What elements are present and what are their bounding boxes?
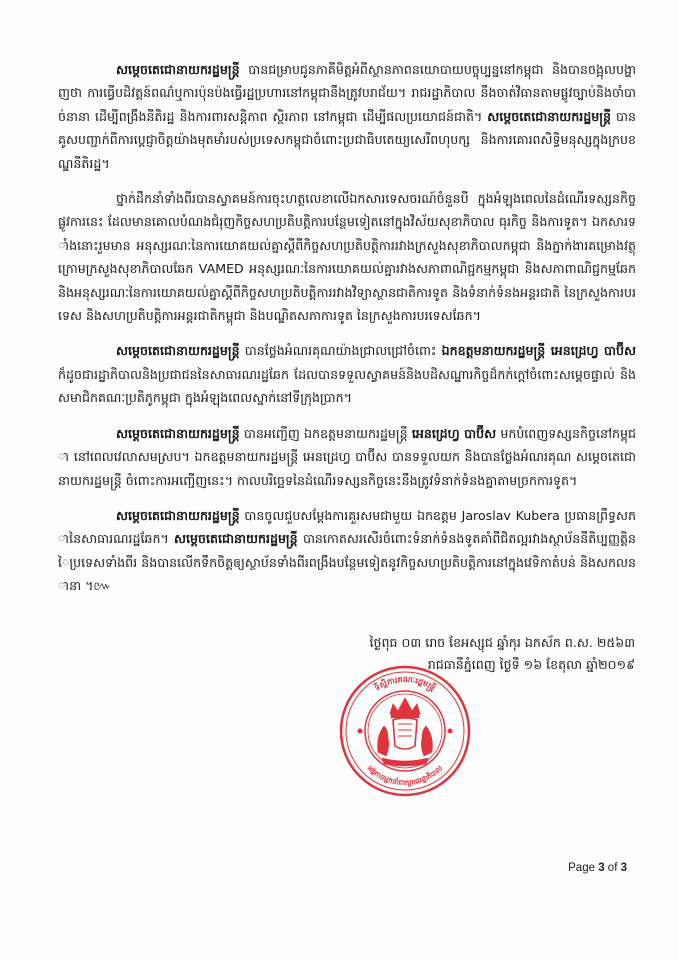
document-body (58, 58, 636, 610)
current-page-number: 3 (598, 862, 605, 874)
lunar-date: ថ្ងៃពុធ ០៣ រោច ខែអស្សុជ ឆ្នាំកុរ ឯកស័ក ព.ស. ២៥៦៣ (369, 635, 635, 650)
paragraph-text: បានគូសបញ្ជាក់ពីការប្ដេជ្ញាចិត្តយ៉ាងមុតមាំរបស់ប្រទេសកម្ពុជាចំពោះប្រជាធិបតេយ្យសេរីពហុបក្ស និងការគោរពសិទ្ធិមនុស្សក្នុងក្របខណ្ឌនីតិរដ្ឋ។ (58, 108, 636, 171)
paragraph-text: ថ្នាក់ដឹកនាំទាំងពីរបានស្វាគមន៍ការចុះហត្ថលេខាលើឯកសារទេសចរណ៍ចំនួនបី ក្នុងអំឡុងពេលនៃដំណើរទស្សនកិច្ចផ្លូវការនេះ ដែលមានគោលបំណងជំរុញកិច្ចសហប្រតិបត្តិការបន្ថែមទៀតនៅក្នុងវិស័យសុខាភិបាល ធុរកិច្ច និងការទូត។ ឯកសារទាំងនោះរួមមាន អនុស្សរណៈនៃការយោគយល់គ្នាស្ដីពីកិច្ចសហប្រតិបត្តិការរវាងក្រសួងសុខាភិបាលកម្ពុជា និងភ្នាក់ងារគម្រោងវត្ថុក្រោមក្រសួងសុខាភិបាលឆែក VAMED អនុស្សរណៈនៃការយោគយល់គ្នារវាងសភាពាណិជ្ជកម្មកម្ពុជា និងសភាពាណិជ្ជកម្មឆែក និងអនុស្សរណៈនៃការយោគយល់គ្នាស្ដីពីកិច្ចសហប្រតិបត្តិការរវាងវិទ្យាស្ថានជាតិការទូត និងទំនាក់ទំនងអន្តរជាតិ នៃក្រសួងការបរទេស និងសហប្រតិបត្តិការអន្តរជាតិកម្ពុជា និងបណ្ឌិតសភាការទូត នៃក្រសួងការបរទេសឆែក។ (58, 191, 636, 324)
bold-text: សម្ដេចតេជោនាយករដ្ឋមន្ត្រី (174, 531, 298, 547)
paragraph-4 (58, 422, 636, 492)
paragraph-text: បានចូលជួបសម្ដែងការគួរសមជាមួយ ឯកឧត្តម Jaroslav Kubera ប្រធានព្រឹទ្ធសភានៃសាធារណរដ្ឋឆែក។ (58, 507, 636, 547)
paragraph-text: ក៏ដូចជារដ្ឋាភិបាលនិងប្រជាជននៃសាធារណរដ្ឋឆែក ដែលបានទទួលស្វាគមន៍និងបដិសណ្ឋារកិច្ចដ៏កក់ក្ដៅចំពោះសម្ដេចផ្ទាល់ និងសមាជិកគណៈប្រតិភូកម្ពុជា ក្នុងអំឡុងពេលស្នាក់នៅទីក្រុងប្រាក។ (58, 366, 636, 406)
page-footer (568, 862, 627, 874)
bold-text: សម្ដេចតេជោនាយករដ្ឋមន្ត្រី (116, 343, 240, 359)
paragraph-1 (58, 58, 636, 175)
seal-top-text: ទីស្ដីការគណៈរដ្ឋមន្ត្រី (372, 674, 437, 693)
footer-prefix: Page (568, 862, 599, 874)
paragraph-text: បានកោតសរសើរចំពោះទំនាក់ទំនងទូតគាំពីជិតល្អរវាងស្ថាប័ននីតិប្បញ្ញត្តិនៃប្រទេសទាំងពីរ និងបានលើកទឹកចិត្តឲ្យស្ថាប័នទាំងពីរពង្រឹងបន្ថែមទៀតនូវកិច្ចសហប្រតិបត្តិការនៅក្នុងវេទិកាតំបន់ និងសកលនានា ។៚ (58, 531, 636, 594)
seal-bottom-text: អង្គភាពអ្នកនាំពាក្យរាជរដ្ឋាភិបាល (365, 764, 445, 788)
bold-text: សម្ដេចតេជោនាយករដ្ឋមន្ត្រី (116, 507, 240, 523)
bold-text: សម្ដេចតេជោនាយករដ្ឋមន្ត្រី (116, 62, 240, 77)
paragraph-text: បានថ្លែងអំណរគុណយ៉ាងជ្រាលជ្រៅចំពោះ (239, 343, 442, 359)
bold-text: អេនដ្រេហ្វ បាប៊ីស (411, 425, 497, 441)
paragraph-5 (58, 504, 636, 598)
footer-middle: of (604, 862, 621, 874)
bold-text: ឯកឧត្តមនាយករដ្ឋមន្ត្រី អេនដ្រេហ្វ បាប៊ីស (441, 343, 636, 359)
paragraph-3 (58, 339, 636, 409)
gregorian-date: រាជធានីភ្នំពេញ ថ្ងៃទី ១៦ ខែតុលា ឆ្នាំ២០១៩ (427, 657, 635, 672)
bold-text: សម្ដេចតេជោនាយករដ្ឋមន្ត្រី (487, 108, 611, 124)
paragraph-text: បានជម្រាបជូនភាគីមិត្តអំពីស្ថានភាពនយោបាយបច្ចុប្បន្ននៅកម្ពុជា និងបានចង្អុលបង្ហាញថា ការធ្វើបដិវត្តន៍ពណ៌ឬការប៉ុនប៉ងធ្វើរដ្ឋប្រហារនៅកម្ពុជានឹងត្រូវបរាជ័យ។ រាជរដ្ឋាភិបាល នឹងចាត់វិធានតាមផ្លូវច្បាប់និងចាំបាច់នានា ដើម្បីពង្រឹងនីតិរដ្ឋ និងការពារសន្តិភាព ស្ថិរភាព នៅកម្ពុជា ដើម្បីផលប្រយោជន៍ជាតិ។ (58, 62, 636, 124)
paragraph-text: បានអញ្ជើញ ឯកឧត្តមនាយករដ្ឋមន្ត្រី (239, 425, 412, 441)
total-page-number: 3 (620, 862, 627, 874)
paragraph-2 (58, 187, 636, 327)
bold-text: សម្ដេចតេជោនាយករដ្ឋមន្ត្រី (116, 425, 240, 441)
official-seal-icon (338, 664, 472, 798)
paragraph-text: មកបំពេញទស្សនកិច្ចនៅកម្ពុជា នៅពេលវេលាសមស្រប។ ឯកឧត្តមនាយករដ្ឋមន្ត្រី អេនដ្រេហ្វ បាប៊ីស បានទទួលយក និងបានថ្លែងអំណរគុណ សម្ដេចតេជោនាយករដ្ឋមន្ត្រី ចំពោះការអញ្ជើញនេះ។ កាលបរិច្ឆេទនៃដំណើរទស្សនកិច្ចនេះនឹងត្រូវទំនាក់ទំនងគ្នាតាមច្រកការទូត។ (58, 425, 636, 488)
